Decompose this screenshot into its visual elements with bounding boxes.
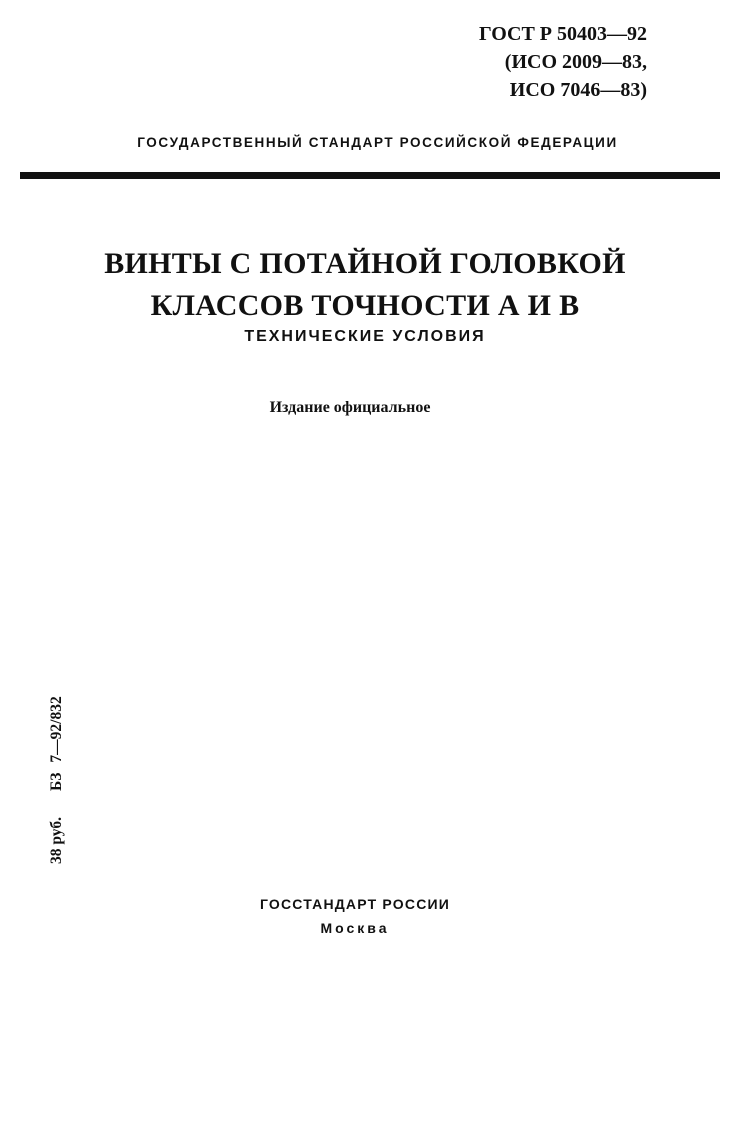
edition-note: Издание официальное [269, 399, 431, 416]
state-standard-heading: ГОСУДАРСТВЕННЫЙ СТАНДАРТ РОССИЙСКОЙ ФЕДЕРАЦИИ [137, 135, 618, 150]
title-line-1: ВИНТЫ С ПОТАЙНОЙ ГОЛОВКОЙ [104, 247, 626, 280]
iso-reference-2: ИСО 7046—83) [509, 79, 647, 101]
order-code: 7—92/832 [48, 696, 65, 763]
bz-label: БЗ [48, 772, 65, 792]
publisher-city: Москва [320, 920, 390, 936]
document-subtitle: ТЕХНИЧЕСКИЕ УСЛОВИЯ [244, 328, 486, 345]
header-rule [20, 172, 720, 179]
publisher-block [0, 892, 710, 940]
document-title [0, 243, 730, 327]
price-label: 38 руб. [48, 817, 65, 864]
title-line-2: КЛАССОВ ТОЧНОСТИ А И В [150, 289, 580, 322]
iso-reference-1: (ИСО 2009—83, [504, 51, 647, 73]
publisher-name: ГОССТАНДАРТ РОССИИ [259, 896, 451, 912]
gost-designation [479, 20, 647, 104]
gost-number: ГОСТ Р 50403—92 [478, 23, 647, 45]
side-imprint [48, 696, 66, 864]
